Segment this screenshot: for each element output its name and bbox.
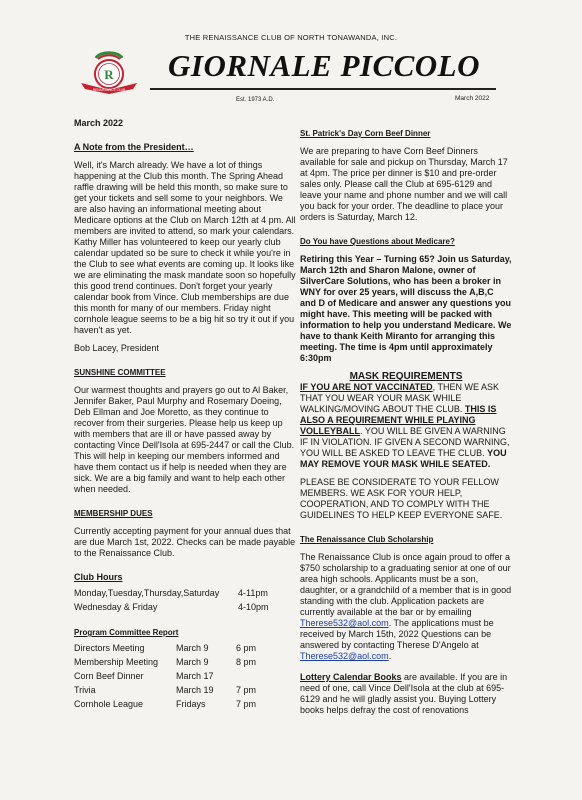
scholarship-contact-email-link[interactable]: Therese532@aol.com xyxy=(300,651,389,661)
club-logo xyxy=(78,50,140,94)
program-event: Corn Beef Dinner xyxy=(74,671,144,681)
stpat-heading: St. Patrick's Day Corn Beef Dinner xyxy=(300,129,431,138)
mask-text-1: , THEN WE ASK THAT YOU WEAR YOUR MASK WHILE WALKING/MOVING ABOUT THE CLUB. xyxy=(300,382,500,414)
president-signature: Bob Lacey, President xyxy=(74,343,159,353)
mask-text-2: . YOU WILL BE GIVEN A WARNING IF IN VIOLATION. IF GIVEN A SECOND WARNING, YOU WILL BE ASKED TO LEAVE THE CLUB. xyxy=(300,426,510,458)
hours-time: 4-11pm xyxy=(238,588,268,598)
program-date: March 9 xyxy=(176,657,209,667)
program-event: Membership Meeting xyxy=(74,657,159,667)
dues-body: Currently accepting payment for your annual dues that are due March 1st, 2022. Checks can be made payable to the Renaissance Club. xyxy=(74,526,296,558)
hours-table xyxy=(74,586,296,614)
program-date: March 17 xyxy=(176,671,214,681)
president-heading: A Note from the President… xyxy=(74,142,194,152)
newsletter-title: GIORNALE PICCOLO xyxy=(168,48,481,83)
logo-banner-text: RENAISSANCE CLUB xyxy=(92,88,126,92)
program-heading: Program Committee Report xyxy=(74,628,179,637)
left-column xyxy=(74,118,296,711)
mask-considerate: PLEASE BE CONSIDERATE TO YOUR FELLOW MEMBERS. WE ASK FOR YOUR HELP, COOPERATION, AND TO COMPLY WITH THE GUIDELINES TO HELP KEEP EVERYONE SAFE. xyxy=(300,477,503,520)
lottery-paragraph xyxy=(300,672,512,716)
program-date: Fridays xyxy=(176,699,206,709)
scholarship-heading: The Renaissance Club Scholarship xyxy=(300,535,434,544)
program-table xyxy=(74,641,296,711)
hours-row xyxy=(74,586,296,600)
issue-date: March 2022 xyxy=(74,118,124,128)
hours-days: Wednesday & Friday xyxy=(74,602,158,612)
scholarship-text-2: . The applications must be received by March 15th, 2022 Questions can be answered by contacting Therese D'Angelo at xyxy=(300,618,494,650)
scholarship-text-1: The Renaissance Club is once again proud to offer a $750 scholarship to a graduating senior at one of our area high schools. Applicants must be a son, daughter, or a grandchild of a member that is in good standing with the club. Application packets are currently available at the bar or by emailing xyxy=(300,552,512,617)
sunshine-heading: SUNSHINE COMMITTEE xyxy=(74,368,166,377)
program-time: 8 pm xyxy=(236,657,257,667)
hours-time: 4-10pm xyxy=(238,602,269,612)
program-row xyxy=(74,669,296,683)
program-row xyxy=(74,683,296,697)
scholarship-body: The Renaissance Club is once again proud to offer a $750 scholarship to a graduating senior at one of our area high schools. Applicants must be a son, daughter, or a grandchild of a member that is in good standing with the club. Application packets are currently available at the bar or by emailing Therese532@aol.com. The applications must be received by March 15th, 2022 Questions can be answered by contacting Therese D'Angelo at Therese532@aol.com. xyxy=(300,552,512,661)
issue-date-right: March 2022 xyxy=(455,95,490,102)
medicare-heading: Do You have Questions about Medicare? xyxy=(300,237,455,246)
program-row xyxy=(74,697,296,711)
medicare-body: Retiring this Year – Turning 65? Join us Saturday, March 12th and Sharon Malone, owner of SilverCare Solutions, who has been a broker in WNY for over 25 years, will discuss the A,B,C and D of Medicare and answer any questions you might have. This meeting will be packed with information to help you understand Medicare. We have to thank Keith Miranto for arranging this meeting. The time is 4pm until approximately 6:30pm xyxy=(300,254,512,363)
president-body: Well, it's March already. We have a lot of things happening at the Club this month. The Spring Ahead raffle drawing will be held this month, so make sure to get your tickets and sell some to your neighbors. We are also having an informational meeting about Medicare options at the Club on March 12th at 4 pm. All members are invited to attend, so mark your calendars. Kathy Miller has volunteered to keep our yearly club calendar updated so be sure to check it while you're in the Club to see what events are coming up. It looks like we are eliminating the mask mandate soon so hopefully this good trend continues. Don't forget your yearly calendar book from Vince. Club memberships are due this month for many of our members. Friday night cornhole league seems to be a big hit so try it out if you haven't as yet. xyxy=(74,160,296,335)
program-time: 7 pm xyxy=(236,699,257,709)
hours-heading: Club Hours xyxy=(74,572,123,582)
program-date: March 9 xyxy=(176,643,209,653)
program-time: 6 pm xyxy=(236,643,257,653)
scholarship-email-link[interactable]: Therese532@aol.com xyxy=(300,618,389,628)
hours-days: Monday,Tuesday,Thursday,Saturday xyxy=(74,588,220,598)
hours-row xyxy=(74,600,296,614)
mask-seated: YOU MAY REMOVE YOUR MASK WHILE SEATED. xyxy=(300,448,507,469)
mask-not-vaccinated: IF YOU ARE NOT VACCINATED xyxy=(300,382,433,392)
club-name: THE RENAISSANCE CLUB OF NORTH TONAWANDA, INC. xyxy=(184,33,398,42)
program-event: Cornhole League xyxy=(74,699,144,709)
program-row xyxy=(74,655,296,669)
svg-text:R: R xyxy=(104,67,114,82)
program-event: Directors Meeting xyxy=(74,643,145,653)
sunshine-body: Our warmest thoughts and prayers go out to Al Baker, Jennifer Baker, Paul Murphy and Rosemary Doeing, Deb Ellman and Joe Moretto, as they continue to recover from their surgeries. Please help us keep up with members that are ill or have passed away by contacting Vince Dell'Isola at 695-2447 or call the Club. This will help in keeping our members informed and have them contact us if help is needed when they are sick. We are a big family and want to help each other when needed. xyxy=(74,385,295,494)
lottery-body: are available. If you are in need of one, call Vince Dell'Isola at the club at 695-6129 and he will gladly assist you. Buying Lottery books helps defray the cost of renovations xyxy=(300,672,508,715)
title-rule xyxy=(150,88,496,90)
dues-heading: MEMBERSHIP DUES xyxy=(74,509,153,518)
program-time: 7 pm xyxy=(236,685,257,695)
program-event: Trivia xyxy=(74,685,96,695)
stpat-body: We are preparing to have Corn Beef Dinners available for sale and pickup on Thursday, March 17 at 4pm. The price per dinner is $10 and pre-order sales only. Please call the Club at 695-6129 and leave your name and phone number and we will call you back for your order. The deadline to place your orders is Saturday, March 12. xyxy=(300,146,508,222)
established-date: Est. 1973 A.D. xyxy=(236,97,275,103)
mask-body xyxy=(300,382,512,470)
program-row xyxy=(74,641,296,655)
mask-heading: MASK REQUIREMENTS xyxy=(349,371,463,382)
program-date: March 19 xyxy=(176,685,214,695)
lottery-heading: Lottery Calendar Books xyxy=(300,672,402,682)
mask-volleyball: THIS IS ALSO A REQUIREMENT WHILE PLAYING VOLLEYBALL xyxy=(300,404,497,436)
right-column xyxy=(300,128,512,716)
